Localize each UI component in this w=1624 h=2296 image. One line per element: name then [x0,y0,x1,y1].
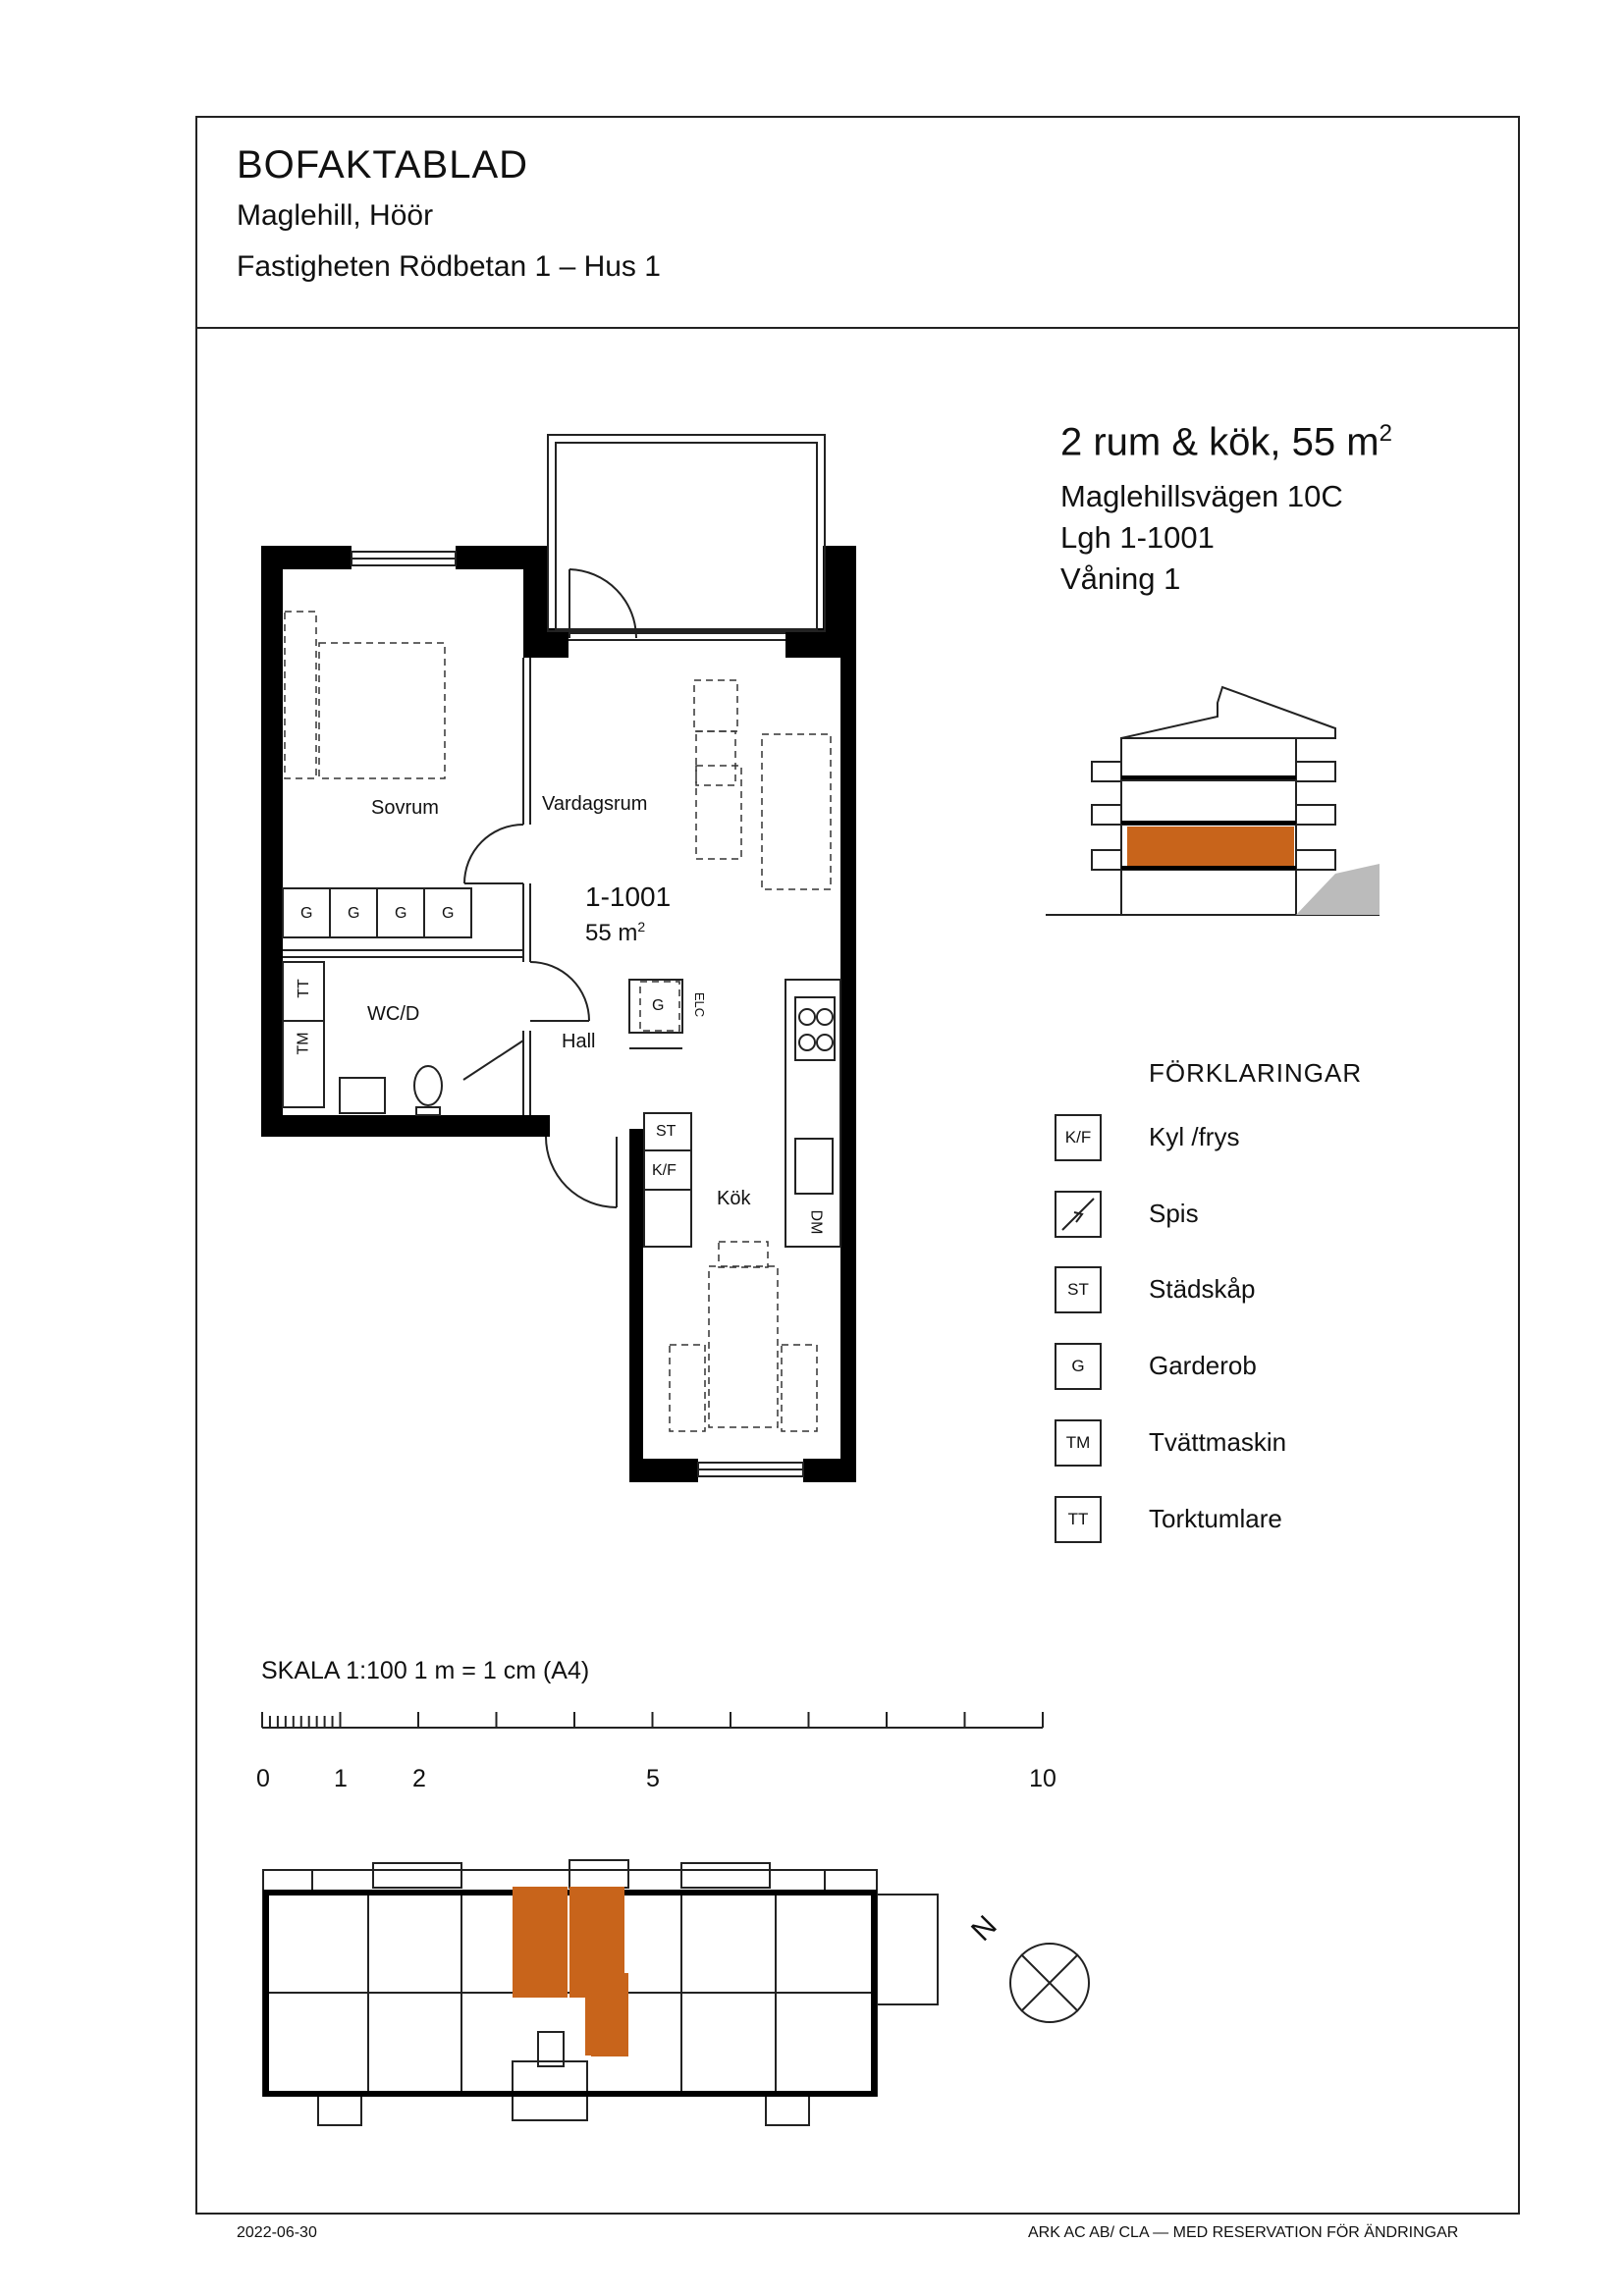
compass-north-label: N [965,1909,1003,1948]
scale-label-0: 0 [256,1765,270,1792]
location: Maglehill, Höör [237,199,434,232]
fixture-wardrobe-3: G [395,905,407,922]
apartment-unit: Lgh 1-1001 [1060,520,1215,555]
document-title: BOFAKTABLAD [237,143,529,187]
fixture-wardrobe-1: G [300,905,313,922]
fixture-elc: ELC [692,991,708,1018]
footer-note: ARK AC AB/ CLA — MED RESERVATION FÖR ÄNDRINGAR [1028,2224,1459,2241]
fixture-dishwasher: DM [807,1209,825,1235]
room-kitchen: Kök [717,1188,751,1209]
fixture-hall-wardrobe: G [652,997,665,1014]
legend-label-cleaning: Städskåp [1149,1274,1256,1304]
unit-id: 1-1001 [585,881,672,912]
scale-label-1: 1 [334,1765,348,1792]
unit-area: 55 $m^2$ [585,919,646,946]
room-bedroom: Sovrum [371,797,439,819]
room-bath: WC/D [367,1003,420,1025]
legend-code-washer: TM [1055,1419,1102,1467]
scale-label-2: 2 [412,1765,426,1792]
scale-label-10: 10 [1029,1765,1056,1792]
fixture-cleaning-closet: ST [656,1123,677,1140]
legend-label-wardrobe: Garderob [1149,1351,1257,1380]
scale-title: SKALA 1:100 1 m = 1 cm (A4) [261,1657,590,1684]
legend-label-washer: Tvättmaskin [1149,1427,1287,1457]
apartment-floor: Våning 1 [1060,561,1181,596]
compass-icon [1010,1944,1089,2022]
apartment-address: Maglehillsvägen 10C [1060,479,1343,513]
fixture-wardrobe-2: G [348,905,360,922]
legend-label-dryer: Torktumlare [1149,1504,1282,1533]
apartment-size: 2 rum & kök, 55 $m^2$ [1060,420,1392,464]
highlighted-unit-left [513,1887,568,1998]
room-living: Vardagsrum [542,793,648,815]
property-name: Fastigheten Rödbetan 1 – Hus 1 [237,250,661,283]
highlighted-unit-right [585,1887,624,2056]
room-hall: Hall [562,1031,596,1052]
legend-code-dryer: TT [1055,1496,1102,1543]
legend-code-wardrobe: G [1055,1343,1102,1390]
fixture-dryer: TT [295,979,312,998]
fixture-fridge: K/F [652,1162,677,1179]
legend-code-cleaning: ST [1055,1266,1102,1313]
fixture-washer: TM [295,1032,312,1055]
scale-label-5: 5 [646,1765,660,1792]
legend-label-fridge: Kyl /frys [1149,1122,1240,1151]
footer-date: 2022-06-30 [237,2224,317,2241]
legend-label-stove: Spis [1149,1199,1199,1228]
legend-title: FÖRKLARINGAR [1149,1058,1363,1088]
legend-code-fridge: K/F [1055,1114,1102,1161]
fixture-wardrobe-4: G [442,905,455,922]
